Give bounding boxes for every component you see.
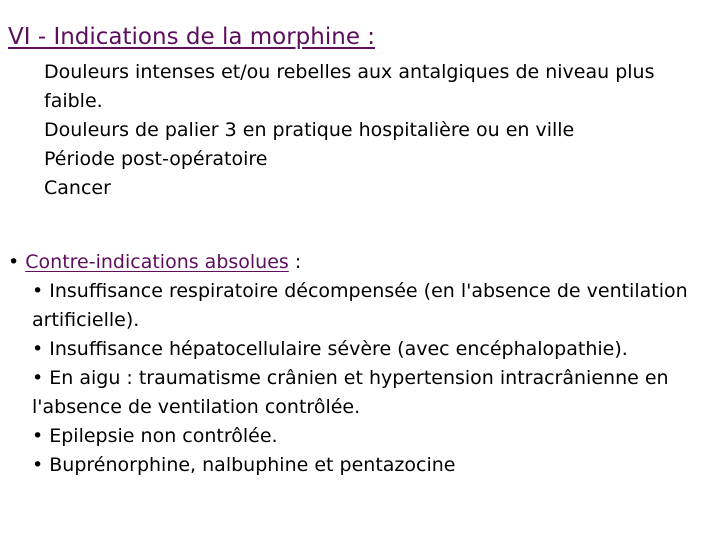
- indication-item: Cancer: [44, 177, 111, 199]
- contraindication-item: • Epilepsie non contrôlée.: [32, 425, 278, 447]
- contraindications-section: [8, 248, 708, 480]
- indications-list: [44, 58, 714, 203]
- contraindication-item: • Buprénorphine, nalbuphine et pentazocine: [32, 454, 456, 476]
- contraindications-suffix: :: [288, 251, 302, 273]
- contraindications-list: [8, 277, 708, 480]
- slide-title: VI - Indications de la morphine :: [8, 24, 376, 50]
- indication-item: Douleurs intenses et/ou rebelles aux antalgiques de niveau plus faible.: [44, 61, 655, 112]
- indication-item: Douleurs de palier 3 en pratique hospitalière ou en ville: [44, 119, 575, 141]
- contraindication-item: • Insuffisance respiratoire décompensée (en l'absence de ventilation artificielle).: [32, 280, 688, 331]
- contraindications-heading: [8, 248, 708, 277]
- indication-item: Période post-opératoire: [44, 148, 268, 170]
- contraindication-item: • Insuffisance hépatocellulaire sévère (avec encéphalopathie).: [32, 338, 628, 360]
- bullet: •: [8, 251, 20, 273]
- contraindications-label: Contre-indications absolues: [25, 251, 289, 273]
- contraindication-item: • En aigu : traumatisme crânien et hypertension intracrânienne en l'absence de ventilation contrôlée.: [32, 367, 669, 418]
